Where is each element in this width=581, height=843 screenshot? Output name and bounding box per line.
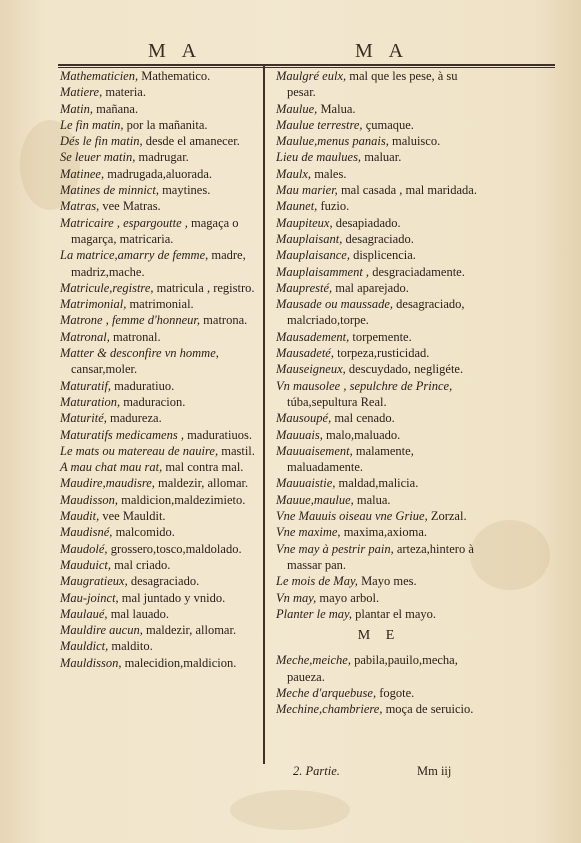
- dictionary-entry: [276, 264, 482, 280]
- entry-translation: maxima,axioma.: [340, 525, 427, 540]
- entry-translation: mal criado.: [111, 557, 171, 572]
- entry-headword: Matinee,: [60, 166, 105, 181]
- entry-translation: mal casada , mal maridada.: [337, 183, 477, 198]
- entry-translation: çumaque.: [362, 117, 414, 132]
- entry-headword: Maulgré eulx,: [276, 69, 347, 83]
- running-head-left: M A: [148, 40, 203, 62]
- entry-translation: malcomido.: [112, 525, 175, 540]
- entry-headword: Maulue,menus panais,: [276, 134, 389, 149]
- entry-translation: maldezir, allomar.: [142, 623, 237, 638]
- dictionary-entry: [276, 508, 482, 524]
- dictionary-entry: [60, 492, 260, 508]
- entry-translation: matrimonial.: [126, 297, 194, 312]
- dictionary-entry: [60, 524, 260, 540]
- dictionary-entry: [60, 312, 260, 328]
- page-footer: [285, 764, 485, 779]
- entry-translation: malo,maluado.: [322, 427, 401, 442]
- dictionary-entry: [60, 590, 260, 606]
- entry-translation: torpeza,rusticidad.: [333, 346, 430, 361]
- dictionary-entry: [276, 133, 482, 149]
- entry-headword: Maudisné,: [60, 525, 113, 540]
- entry-headword: Mauldire aucun,: [60, 623, 143, 638]
- dictionary-entry: [276, 443, 482, 476]
- paper-stain: [470, 520, 550, 590]
- entry-translation: males.: [311, 166, 347, 181]
- dictionary-entry: [60, 133, 260, 149]
- dictionary-entry: [60, 606, 260, 622]
- dictionary-entry: [276, 198, 482, 214]
- entry-translation: mañana.: [92, 101, 139, 116]
- entry-translation: madre, madriz,mache.: [71, 248, 246, 279]
- entry-headword: Maudolé,: [60, 541, 108, 556]
- dictionary-entry: [276, 68, 482, 101]
- entry-headword: Mauue,maulue,: [276, 492, 354, 507]
- entry-translation: plantar el mayo.: [352, 606, 437, 621]
- entry-translation: Zorzal.: [427, 509, 467, 524]
- dictionary-entry: [60, 541, 260, 557]
- entry-headword: Mechine,chambriere,: [276, 702, 383, 717]
- dictionary-entry: [276, 361, 482, 377]
- dictionary-entry: [276, 329, 482, 345]
- dictionary-entry: [276, 524, 482, 540]
- entry-translation: fuzio.: [317, 199, 350, 214]
- entry-translation: maldad,malicia.: [335, 476, 419, 491]
- dictionary-entry: [60, 394, 260, 410]
- entry-translation: mastil.: [218, 443, 255, 458]
- dictionary-entry: [60, 557, 260, 573]
- entry-headword: Meche d'arquebuse,: [276, 685, 377, 700]
- footer-part: 2. Partie.: [293, 764, 340, 778]
- entry-headword: Mausade ou maussade,: [276, 297, 394, 312]
- entry-translation: pabila,pauilo,mecha, paueza.: [287, 653, 458, 684]
- dictionary-entry: [60, 345, 260, 378]
- dictionary-entry: [276, 492, 482, 508]
- entry-translation: magaça o magarça, matricaria.: [71, 215, 239, 246]
- dictionary-entry: [276, 606, 482, 622]
- entry-translation: mal lauado.: [107, 606, 170, 621]
- entry-translation: mal contra mal.: [162, 460, 244, 475]
- entry-translation: madrugar.: [135, 150, 189, 165]
- entry-headword: Maturation,: [60, 394, 121, 409]
- entry-headword: Matricaire , espargoutte ,: [60, 215, 188, 230]
- right-column: [276, 68, 482, 718]
- dictionary-entry: [276, 247, 482, 263]
- entry-headword: Matras,: [60, 199, 100, 214]
- dictionary-entry: [276, 101, 482, 117]
- entry-translation: desagraciado.: [127, 574, 200, 589]
- dictionary-entry: [60, 68, 260, 84]
- entry-translation: Mayo mes.: [357, 574, 417, 589]
- entry-translation: Mathematico.: [138, 69, 211, 83]
- column-divider: [263, 64, 265, 764]
- entry-headword: Matricule,registre,: [60, 280, 154, 295]
- entry-translation: Malua.: [317, 101, 356, 116]
- entry-translation: malecidion,maldicion.: [121, 655, 237, 670]
- entry-headword: Le fin matin,: [60, 117, 124, 132]
- entry-headword: Matrimonial,: [60, 297, 127, 312]
- entry-headword: Mau-joinct,: [60, 590, 119, 605]
- entry-headword: Meche,meiche,: [276, 653, 351, 668]
- entry-headword: Matiere,: [60, 85, 103, 100]
- dictionary-entry: [60, 622, 260, 638]
- entry-headword: Maupresté,: [276, 280, 333, 295]
- entry-translation: malamente, maluadamente.: [287, 443, 414, 475]
- dictionary-entry: [276, 685, 482, 701]
- entry-headword: Maupiteux,: [276, 215, 333, 230]
- entry-headword: Mau marier,: [276, 183, 338, 198]
- dictionary-entry: [276, 573, 482, 589]
- entry-headword: Maugratieux,: [60, 574, 128, 589]
- dictionary-entry: [60, 508, 260, 524]
- entry-translation: displicencia.: [349, 248, 416, 263]
- dictionary-entry: [276, 378, 482, 411]
- dictionary-entry: [276, 215, 482, 231]
- entry-headword: Mausadeté,: [276, 346, 334, 361]
- entry-translation: maldito.: [108, 639, 153, 654]
- entry-translation: por la mañanita.: [123, 117, 208, 132]
- dictionary-entry: [60, 573, 260, 589]
- entry-translation: maytines.: [158, 183, 211, 198]
- dictionary-entry: [60, 280, 260, 296]
- right-column-entries: [276, 68, 482, 622]
- entry-headword: Mausadement,: [276, 329, 350, 344]
- entry-translation: vee Matras.: [99, 199, 161, 214]
- right-column-entries-me: [276, 652, 482, 717]
- entry-headword: La matrice,amarry de femme,: [60, 248, 209, 263]
- entry-headword: Maudisson,: [60, 492, 118, 507]
- entry-translation: maluisco.: [388, 134, 441, 149]
- entry-translation: descuydado, negligéte.: [345, 362, 464, 377]
- dictionary-entry: [60, 427, 260, 443]
- dictionary-entry: [276, 117, 482, 133]
- entry-translation: grossero,tosco,maldolado.: [107, 541, 242, 556]
- dictionary-entry: [276, 541, 482, 574]
- entry-translation: desde el amanecer.: [142, 134, 240, 149]
- entry-headword: Mauuaisement,: [276, 443, 353, 458]
- dictionary-entry: [60, 117, 260, 133]
- entry-headword: Planter le may,: [276, 606, 353, 621]
- entry-headword: Mauuaistie,: [276, 476, 336, 491]
- dictionary-entry: [60, 296, 260, 312]
- entry-headword: Mauseigneux,: [276, 362, 346, 377]
- entry-translation: mal que les pese, à su pesar.: [287, 69, 458, 100]
- dictionary-entry: [60, 475, 260, 491]
- entry-translation: desapiadado.: [332, 215, 401, 230]
- entry-translation: desagraciado.: [342, 231, 414, 246]
- dictionary-entry: [60, 182, 260, 198]
- entry-headword: Matrone , femme d'honneur,: [60, 313, 201, 328]
- entry-headword: Matter & desconfire vn homme,: [60, 346, 219, 361]
- entry-translation: madureza.: [106, 411, 162, 426]
- header-rule: [58, 64, 555, 66]
- running-head-right: M A: [355, 40, 410, 62]
- dictionary-entry: [276, 410, 482, 426]
- entry-translation: malua.: [353, 492, 391, 507]
- entry-headword: Mauplaisamment ,: [276, 264, 370, 279]
- section-heading: M E: [357, 628, 401, 644]
- entry-translation: vee Mauldit.: [99, 509, 166, 524]
- entry-headword: Vne may à pestrir pain,: [276, 541, 394, 556]
- entry-translation: desgraciadamente.: [369, 264, 465, 279]
- entry-headword: Mauuais,: [276, 427, 323, 442]
- dictionary-entry: [60, 166, 260, 182]
- dictionary-entry: [276, 280, 482, 296]
- entry-headword: Vne maxime,: [276, 525, 341, 540]
- dictionary-entry: [60, 84, 260, 100]
- dictionary-entry: [276, 590, 482, 606]
- entry-translation: túba,sepultura Real.: [287, 394, 387, 409]
- entry-translation: maldezir, allomar.: [154, 476, 249, 491]
- entry-headword: Le mats ou matereau de nauire,: [60, 443, 219, 458]
- entry-headword: Maulaué,: [60, 606, 108, 621]
- entry-translation: mal aparejado.: [332, 280, 409, 295]
- dictionary-entry: [276, 182, 482, 198]
- entry-translation: fogote.: [376, 685, 415, 700]
- entry-headword: Mauplaisance,: [276, 248, 350, 263]
- entry-headword: A mau chat mau rat,: [60, 460, 163, 475]
- entry-translation: maldicion,maldezimieto.: [118, 492, 246, 507]
- paper-stain: [230, 790, 350, 830]
- entry-headword: Vne Mauuis oiseau vne Griue,: [276, 509, 428, 524]
- entry-translation: mal cenado.: [331, 411, 395, 426]
- entry-headword: Matin,: [60, 101, 93, 116]
- entry-translation: mayo arbol.: [316, 590, 380, 605]
- left-column: [60, 68, 260, 671]
- entry-translation: materia.: [102, 85, 146, 100]
- dictionary-entry: [276, 149, 482, 165]
- entry-headword: Maulx,: [276, 166, 312, 181]
- entry-translation: mal juntado y vnido.: [118, 590, 226, 605]
- entry-headword: Maturité,: [60, 411, 107, 426]
- dictionary-entry: [60, 459, 260, 475]
- signature-mark: Mm iij: [417, 764, 452, 778]
- entry-translation: madrugada,aluorada.: [104, 166, 213, 181]
- entry-translation: moça de seruicio.: [382, 702, 474, 717]
- entry-headword: Mauplaisant,: [276, 231, 343, 246]
- entry-translation: matronal.: [109, 329, 161, 344]
- entry-translation: torpemente.: [349, 329, 412, 344]
- entry-headword: Se leuer matin,: [60, 150, 136, 165]
- entry-translation: matrona.: [200, 313, 248, 328]
- entry-headword: Maunet,: [276, 199, 318, 214]
- entry-translation: desagraciado, malcriado,torpe.: [287, 297, 465, 328]
- dictionary-entry: [60, 149, 260, 165]
- dictionary-entry: [60, 638, 260, 654]
- entry-translation: maduratiuos.: [183, 427, 252, 442]
- entry-headword: Mausoupé,: [276, 411, 332, 426]
- dictionary-entry: [276, 652, 482, 685]
- dictionary-entry: [60, 329, 260, 345]
- entry-headword: Dés le fin matin,: [60, 134, 143, 149]
- entry-headword: Matronal,: [60, 329, 110, 344]
- entry-headword: Matines de minnict,: [60, 183, 159, 198]
- entry-headword: Mauduict,: [60, 557, 112, 572]
- entry-translation: maduratiuo.: [111, 378, 175, 393]
- entry-headword: Maulue,: [276, 101, 318, 116]
- dictionary-entry: [276, 475, 482, 491]
- entry-headword: Vn may,: [276, 590, 317, 605]
- dictionary-entry: [276, 231, 482, 247]
- entry-headword: Maudit,: [60, 509, 100, 524]
- dictionary-entry: [60, 247, 260, 280]
- entry-translation: arteza,hintero à massar pan.: [287, 541, 474, 572]
- dictionary-entry: [276, 345, 482, 361]
- entry-headword: Lieu de maulues,: [276, 150, 362, 165]
- dictionary-entry: [276, 166, 482, 182]
- dictionary-entry: [60, 101, 260, 117]
- dictionary-entry: [276, 427, 482, 443]
- entry-headword: Mauldisson,: [60, 655, 122, 670]
- entry-headword: Le mois de May,: [276, 574, 358, 589]
- dictionary-entry: [60, 198, 260, 214]
- entry-headword: Maturatif,: [60, 378, 112, 393]
- entry-headword: Maturatifs medicamens ,: [60, 427, 184, 442]
- dictionary-entry: [60, 410, 260, 426]
- entry-translation: cansar,moler.: [71, 362, 138, 377]
- dictionary-entry: [276, 701, 482, 717]
- entry-headword: Mauldict,: [60, 639, 109, 654]
- dictionary-entry: [60, 215, 260, 248]
- entry-translation: maluar.: [361, 150, 402, 165]
- entry-translation: matricula , registro.: [153, 280, 255, 295]
- entry-headword: Maulue terrestre,: [276, 117, 363, 132]
- entry-translation: maduracion.: [120, 394, 186, 409]
- dictionary-entry: [60, 378, 260, 394]
- dictionary-entry: [276, 296, 482, 329]
- entry-headword: Mathematicien,: [60, 69, 139, 83]
- entry-headword: Maudire,maudisre,: [60, 476, 155, 491]
- dictionary-entry: [60, 443, 260, 459]
- entry-headword: Vn mausolee , sepulchre de Prince,: [276, 378, 453, 393]
- dictionary-entry: [60, 655, 260, 671]
